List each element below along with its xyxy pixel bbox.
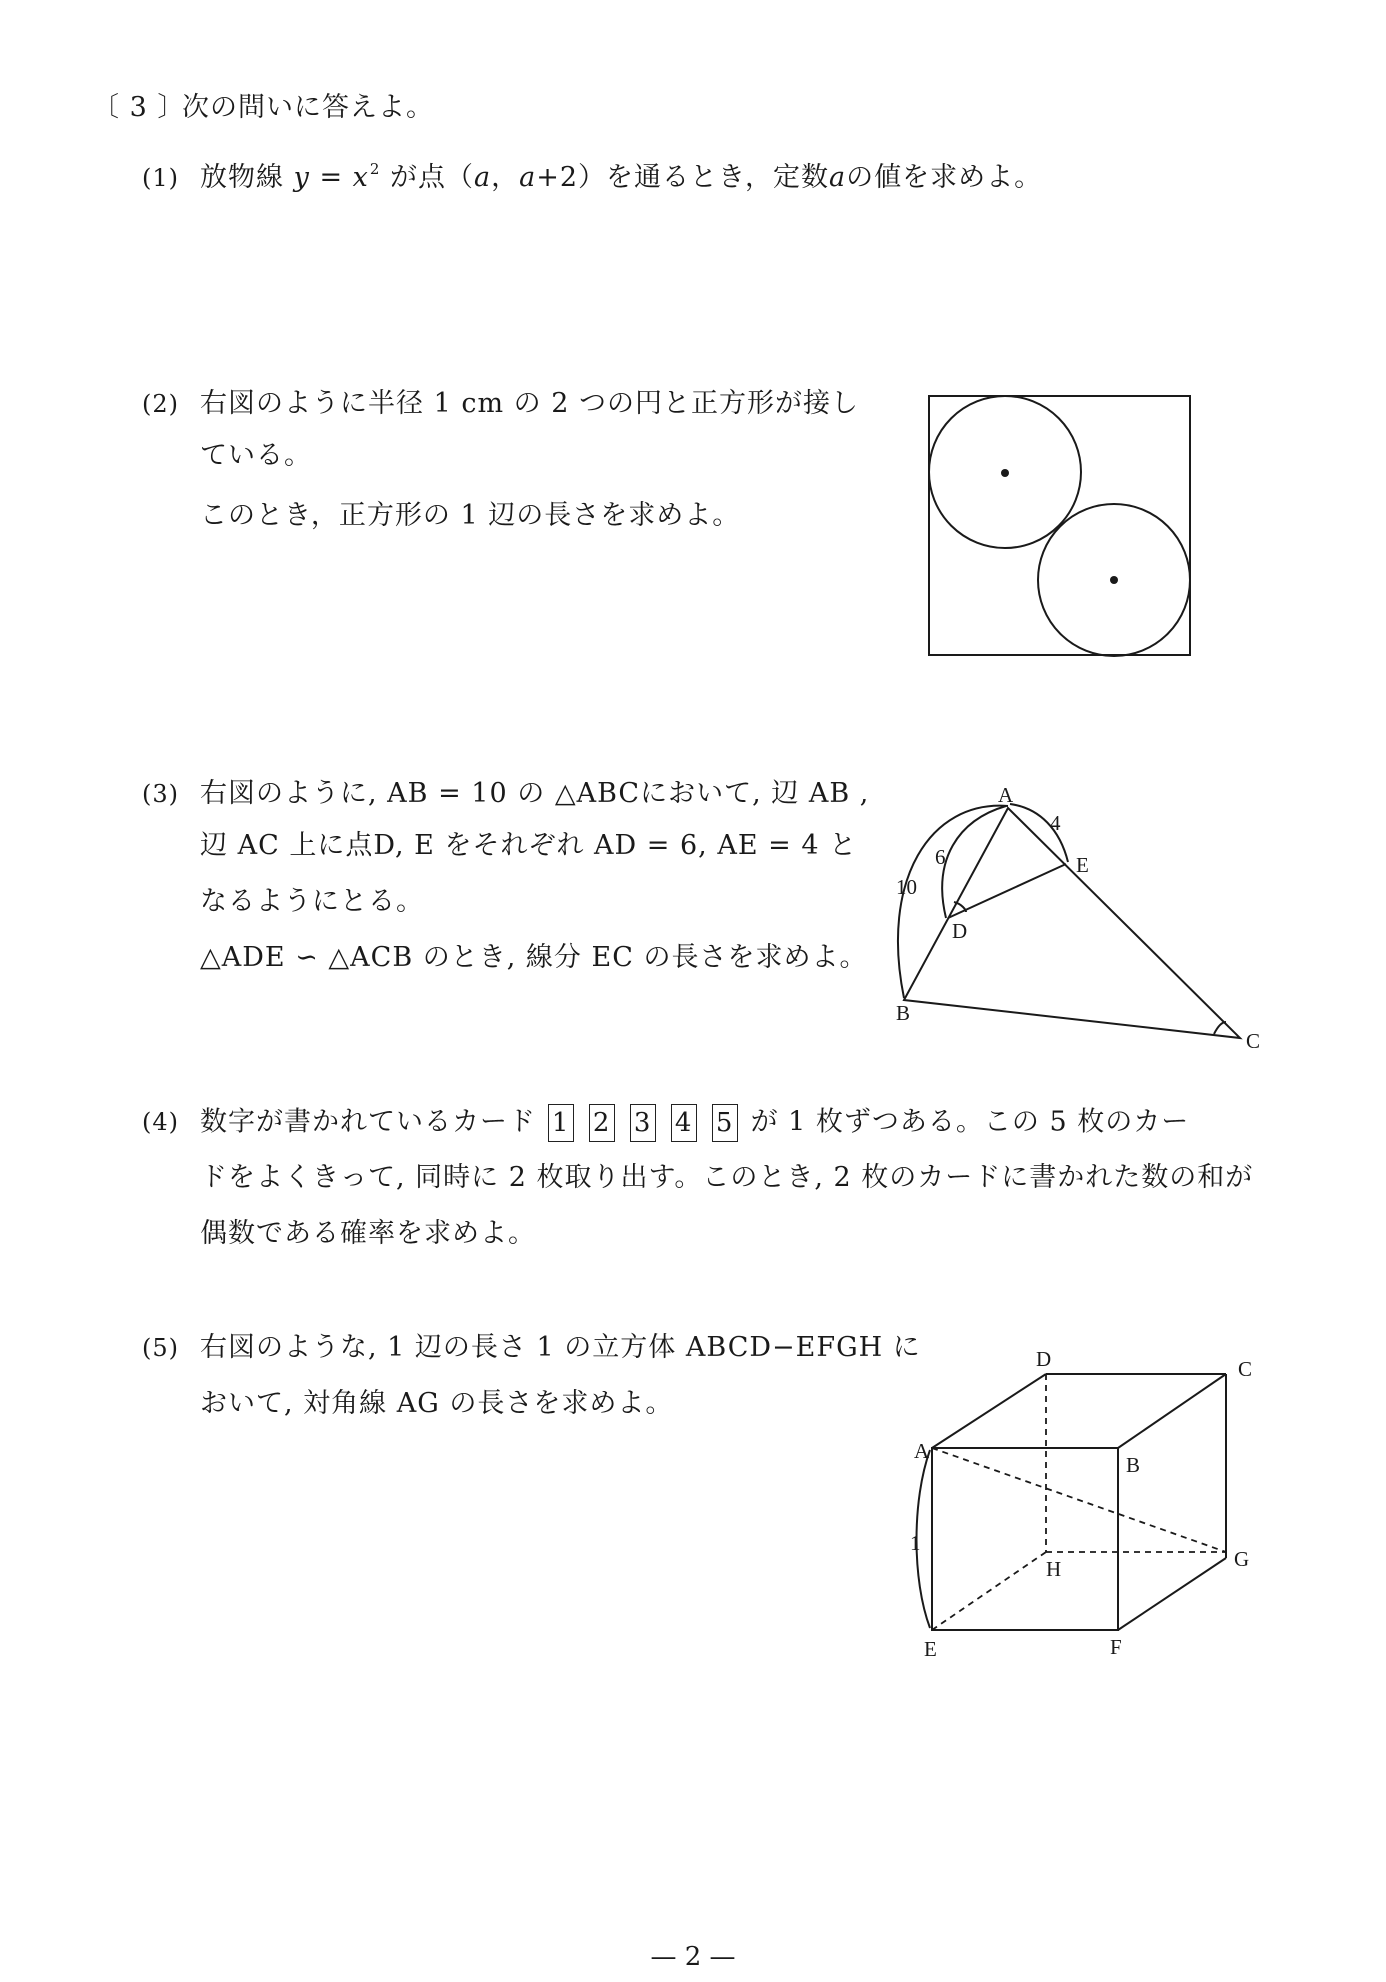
- q3-len-ae: 4: [1050, 811, 1061, 835]
- q5-label-d: D: [1036, 1347, 1052, 1371]
- card-5: 5: [712, 1104, 738, 1142]
- q1-text: 放物線 $y = x^2$ が点（a，a+2）を通るとき，定数aの値を求めよ。: [200, 160, 1043, 193]
- q5-label-e: E: [924, 1637, 937, 1661]
- q5-edge-fg: [1118, 1558, 1226, 1630]
- card-3: 3: [630, 1104, 656, 1142]
- q3-arc-ad: [942, 806, 1006, 918]
- q5-label-g: G: [1234, 1547, 1250, 1571]
- q5-label-c: C: [1238, 1357, 1253, 1381]
- q3-line-4: △ADE ∽ △ACB のとき, 線分 EC の長さを求めよ。: [200, 942, 868, 973]
- q4-number: (4): [142, 1108, 179, 1136]
- q3-labels: [896, 783, 1260, 1053]
- q4-line-3: 偶数である確率を求めよ。: [200, 1218, 536, 1249]
- q2-line-3: このとき，正方形の 1 辺の長さを求めよ。: [200, 500, 741, 531]
- q2-line-1: 右図のように半径 1 cm の 2 つの円と正方形が接し: [200, 388, 859, 419]
- q4-line-2: ドをよくきって, 同時に 2 枚取り出す。このとき, 2 枚のカードに書かれた数の和が: [200, 1162, 1254, 1193]
- q5-len-edge: 1: [910, 1531, 921, 1555]
- q5-edge-bc: [1118, 1374, 1226, 1448]
- q1-number: (1): [142, 164, 179, 192]
- page-number: — 2 —: [650, 1942, 736, 1972]
- q2-line-2: ている。: [200, 440, 312, 471]
- q2-figure: [929, 396, 1190, 656]
- q5-line-2: おいて, 対角線 AG の長さを求めよ。: [200, 1388, 674, 1419]
- section-label: 〔 3 〕: [92, 92, 186, 123]
- section-instruction: 次の問いに答えよ。: [182, 92, 434, 123]
- q3-arc-ab: [898, 806, 1008, 998]
- q5-edge-eh: [932, 1552, 1046, 1630]
- q3-len-ad: 6: [935, 845, 946, 869]
- q5-label-b: B: [1126, 1453, 1141, 1477]
- q3-angle-c: [1214, 1022, 1226, 1034]
- q5-label-h: H: [1046, 1557, 1062, 1581]
- q3-number: (3): [142, 780, 179, 808]
- q3-line-1: 右図のように, AB = 10 の △ABCにおいて, 辺 AB ,: [200, 778, 870, 809]
- card-1: 1: [548, 1104, 574, 1142]
- q3-figure: [898, 804, 1240, 1038]
- q3-label-d: D: [952, 919, 968, 943]
- card-4: 4: [671, 1104, 697, 1142]
- q5-label-a: A: [914, 1439, 930, 1463]
- q3-label-c: C: [1246, 1029, 1261, 1053]
- q3-label-e: E: [1076, 853, 1089, 877]
- q5-number: (5): [142, 1334, 179, 1362]
- q2-center-2: [1110, 576, 1118, 584]
- card-2: 2: [589, 1104, 615, 1142]
- q3-line-3: なるようにとる。: [200, 886, 424, 917]
- q2-number: (2): [142, 390, 179, 418]
- q3-label-a: A: [998, 783, 1014, 807]
- q5-front-face: [932, 1448, 1118, 1630]
- q3-len-ab: 10: [896, 875, 917, 899]
- q5-line-1: 右図のような, 1 辺の長さ 1 の立方体 ABCD−EFGH に: [200, 1332, 921, 1363]
- q5-diagonal-ag: [932, 1448, 1226, 1552]
- q3-label-b: B: [896, 1001, 911, 1025]
- q5-labels: [910, 1347, 1252, 1661]
- q5-edge-ad: [932, 1374, 1046, 1448]
- q2-center-1: [1001, 469, 1009, 477]
- q5-label-f: F: [1110, 1635, 1122, 1659]
- q4-line-1: 数字が書かれているカード 1 2 3 4 5 が 1 枚ずつある。この 5 枚のカー: [200, 1104, 1189, 1142]
- q5-figure: [917, 1374, 1227, 1630]
- q3-line-2: 辺 AC 上に点D, E をそれぞれ AD = 6, AE = 4 と: [200, 830, 858, 861]
